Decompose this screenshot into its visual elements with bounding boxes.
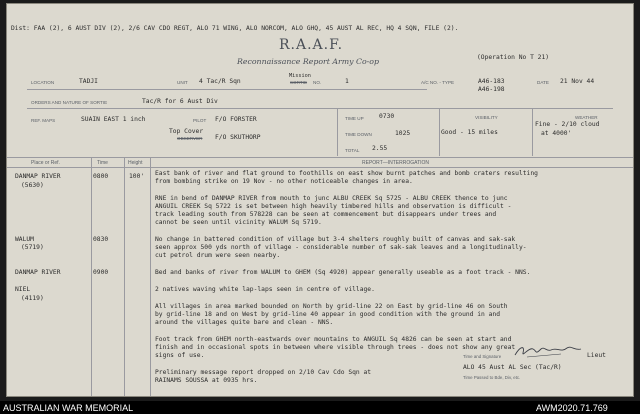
entry-place: DANMAP RIVER bbox=[15, 173, 61, 180]
report-line: East bank of river and flat ground to foothills on east show burnt patches and bomb craters resulting bbox=[155, 170, 538, 177]
orders-label: ORDERS AND NATURE OF SORTIE bbox=[31, 100, 108, 105]
time-down-value: 1025 bbox=[395, 130, 411, 137]
report-line: Preliminary message report dropped on 2/10 Cav Cdo Sqn at bbox=[155, 369, 372, 376]
total-label: TOTAL bbox=[345, 148, 360, 153]
maps-label: REF. MAPS bbox=[31, 118, 56, 123]
sortie-struck-label: SORTIE bbox=[290, 80, 308, 85]
entry-height: 100' bbox=[129, 173, 145, 180]
visibility-label: VISIBILITY bbox=[475, 115, 498, 120]
report-line: Foot track from GHEM north-eastwards over mountains to ANGUIL Sq 4826 can be seen at start and bbox=[155, 336, 512, 343]
entry-time: 0830 bbox=[93, 236, 109, 243]
entry-ref: (4119) bbox=[21, 295, 44, 302]
column-height: Height bbox=[128, 160, 143, 166]
time-up-label: TIME UP bbox=[345, 116, 364, 121]
report-line: All villages in area marked bounded on North by grid-line 22 on East by grid-line 46 on South bbox=[155, 303, 508, 310]
unit-label: UNIT bbox=[177, 80, 188, 85]
top-cover-label: Top Cover bbox=[169, 128, 204, 135]
distribution-line: Dist: FAA (2), 6 AUST DIV (2), 2/6 CAV CDO REGT, ALO 71 WING, ALO NORCOM, ALO GHQ, 45 AUST AL REC, HQ 4 SQN, FILE (2). bbox=[11, 25, 459, 32]
report-line: seen approx 500 yds north of village - considerable number of sak-sak leaves and a longitudinally- bbox=[155, 244, 527, 251]
aircraft-label: A/C NO. - TYPE bbox=[421, 80, 455, 85]
signed-by: ALO 45 Aust AL Sec (Tac/R) bbox=[463, 364, 562, 371]
visibility-value: Good - 15 miles bbox=[441, 129, 498, 136]
footer-accession-number: AWM2020.71.769 bbox=[536, 403, 608, 413]
report-line: cannot be seen until vicinity WALUM Sq 5719. bbox=[155, 219, 322, 226]
aircraft-number-1: A46-183 bbox=[478, 78, 505, 85]
time-up-value: 0730 bbox=[379, 113, 395, 120]
pilot-label: PILOT bbox=[193, 118, 207, 123]
pilot-value: F/O FORSTER bbox=[215, 116, 257, 123]
mission-number: 1 bbox=[345, 78, 349, 85]
entry-ref: (5719) bbox=[21, 244, 44, 251]
footer-collection: AUSTRALIAN WAR MEMORIAL bbox=[3, 403, 134, 413]
time-passed-label: Time Passed to Bde, Div, etc. bbox=[463, 375, 521, 380]
entry-place: NIEL bbox=[15, 286, 31, 293]
entry-place: DANMAP RIVER bbox=[15, 269, 61, 276]
entry-ref: (5630) bbox=[21, 182, 44, 189]
archive-footer bbox=[0, 401, 640, 414]
unit-value: 4 Tac/R Sqn bbox=[199, 78, 241, 85]
form-title: R.A.A.F. bbox=[279, 37, 344, 53]
weather-value: Fine - 2/10 cloud bbox=[535, 121, 600, 128]
form-subtitle: Reconnaissance Report Army Co-op bbox=[237, 57, 379, 66]
orders-value: Tac/R for 6 Aust Div bbox=[142, 98, 218, 105]
observer-label: OBSERVER bbox=[177, 136, 203, 141]
column-time: Time bbox=[97, 160, 108, 166]
report-line: track leading south from 578228 can be seen at commencement but disappears under trees and bbox=[155, 211, 497, 218]
column-report: REPORT—INTERROGATION bbox=[362, 160, 430, 166]
report-line: around the villages quite bare and clean - NNS. bbox=[155, 319, 334, 326]
no-label: NO. bbox=[313, 80, 322, 85]
entry-place: WALUM bbox=[15, 236, 34, 243]
location-label: LOCATION bbox=[31, 80, 55, 85]
report-line: by grid-line 18 and on West by grid-line 40 appear in good condition with the ground in and bbox=[155, 311, 500, 318]
report-line: finish and in occasional spots in between where visible through trees - does not show any great bbox=[155, 344, 516, 351]
time-down-label: TIME DOWN bbox=[345, 132, 372, 137]
signatory-rank: Lieut bbox=[587, 352, 606, 359]
weather-label: WEATHER bbox=[575, 115, 598, 120]
report-line: Bed and banks of river from WALUM to GHEM (Sq 4920) appear generally useable as a foot track - NNS. bbox=[155, 269, 531, 276]
handwritten-signature bbox=[513, 343, 583, 359]
operation-number: (Operation No T 21) bbox=[477, 54, 550, 61]
observer-value: F/O SKUTHORP bbox=[215, 134, 261, 141]
report-line: 2 natives waving white lap-laps seen in centre of village. bbox=[155, 286, 375, 293]
report-line: RAINAMS SOUSSA at 0935 hrs. bbox=[155, 377, 258, 384]
report-line: signs of use. bbox=[155, 352, 205, 359]
report-line: RNE in bend of DANMAP RIVER from mouth to junc ALBU CREEK Sq 5725 - ALBU CREEK thence to junc bbox=[155, 195, 508, 202]
report-form bbox=[6, 3, 634, 397]
entry-time: 0900 bbox=[93, 269, 109, 276]
report-line: ANGUIL CREEK Sq 5722 is set between high heavily timbered hills and observation is difficult - bbox=[155, 203, 512, 210]
report-line: No change in battered condition of village but 3-4 shelters roughly built of canvas and sak-sak bbox=[155, 236, 516, 243]
time-signature-label: Time and Signature bbox=[463, 354, 502, 359]
maps-value: SUAIN EAST 1 inch bbox=[81, 116, 146, 123]
entry-time: 0800 bbox=[93, 173, 109, 180]
aircraft-number-2: A46-198 bbox=[478, 86, 505, 93]
report-line: cut petrol drum were seen nearby. bbox=[155, 252, 281, 259]
total-value: 2.55 bbox=[372, 145, 388, 152]
mission-label: Mission bbox=[289, 73, 311, 79]
date-label: DATE bbox=[537, 80, 549, 85]
weather-value-2: at 4000' bbox=[541, 130, 572, 137]
date-value: 21 Nov 44 bbox=[560, 78, 595, 85]
report-line: from bombing strike on 19 Nov - no other noticeable changes in area. bbox=[155, 178, 413, 185]
location-value: TADJI bbox=[79, 78, 98, 85]
column-place: Place or Ref. bbox=[31, 160, 60, 166]
